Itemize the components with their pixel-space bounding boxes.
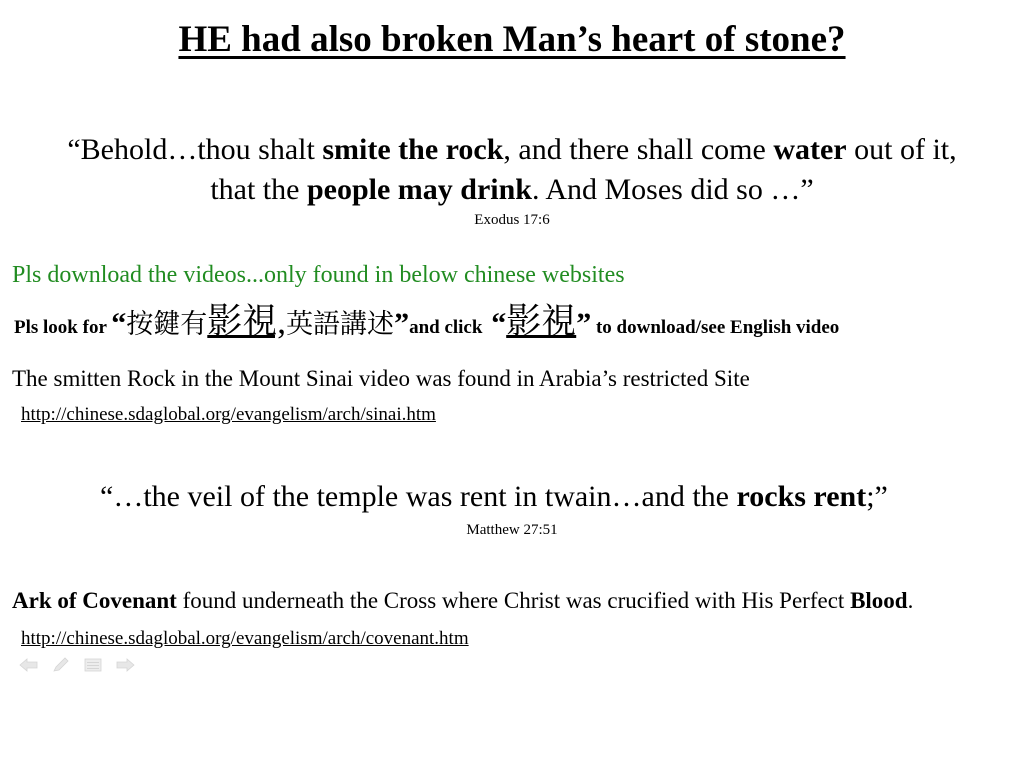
forward-arrow-icon[interactable] [114, 656, 136, 674]
ark-segment: found underneath the Cross where Christ was crucified with His Perfect [176, 588, 851, 613]
exodus-quote [0, 130, 1024, 210]
slideshow-nav [18, 656, 136, 674]
menu-icon[interactable] [82, 656, 104, 674]
quote-segment-bold: water [773, 133, 847, 166]
quote-segment: “Behold…thou shalt [67, 133, 323, 166]
covenant-link[interactable]: http://chinese.sdaglobal.org/evangelism/arch/covenant.htm [21, 628, 469, 649]
matthew-reference: Matthew 27:51 [466, 522, 558, 538]
quote-segment-bold: rocks rent [736, 480, 867, 513]
cjk-click-text: 影視 [506, 302, 577, 341]
cjk-text-big: 影視, [207, 302, 287, 341]
close-quote: ” [394, 307, 410, 340]
exodus-reference: Exodus 17:6 [474, 212, 550, 228]
cjk-text-a: 按鍵有 [126, 309, 208, 339]
ark-segment: . [907, 588, 914, 613]
quote-segment: . And Moses did so …” [531, 173, 814, 206]
exodus-quote-line2 [0, 170, 1024, 210]
ark-segment-bold: Blood [850, 588, 908, 613]
open-quote: “ [111, 307, 127, 340]
look-for-instruction [14, 294, 839, 344]
quote-segment: , and there shall come [503, 133, 774, 166]
exodus-quote-line1 [0, 130, 1024, 170]
back-arrow-icon[interactable] [18, 656, 40, 674]
ark-segment-bold: Ark of Covenant [12, 588, 177, 613]
download-note: Pls download the videos...only found in below chinese websites [12, 262, 625, 288]
look-for-suffix: to download/see English video [591, 317, 840, 338]
and-click-text: and click [409, 317, 488, 338]
quote-segment: ;” [866, 480, 888, 513]
quote-segment-bold: smite the rock [322, 133, 504, 166]
quote-segment: “…the veil of the temple was rent in twain…and the [100, 480, 737, 513]
sinai-description: The smitten Rock in the Mount Sinai video was found in Arabia’s restricted Site [12, 366, 750, 391]
look-for-prefix: Pls look for [14, 317, 112, 338]
quote-segment-bold: people may drink [306, 173, 532, 206]
quote-segment: out of it, [846, 133, 957, 166]
cjk-text-b: 英語講述 [286, 309, 395, 339]
quote-segment: that the [210, 173, 307, 206]
close-quote-2: ” [576, 307, 592, 340]
sinai-link[interactable]: http://chinese.sdaglobal.org/evangelism/arch/sinai.htm [21, 404, 436, 425]
ark-description [12, 588, 913, 614]
pen-icon[interactable] [50, 656, 72, 674]
matthew-quote [100, 480, 888, 514]
slide-title: HE had also broken Man’s heart of stone? [178, 19, 846, 60]
open-quote-2: “ [491, 307, 507, 340]
